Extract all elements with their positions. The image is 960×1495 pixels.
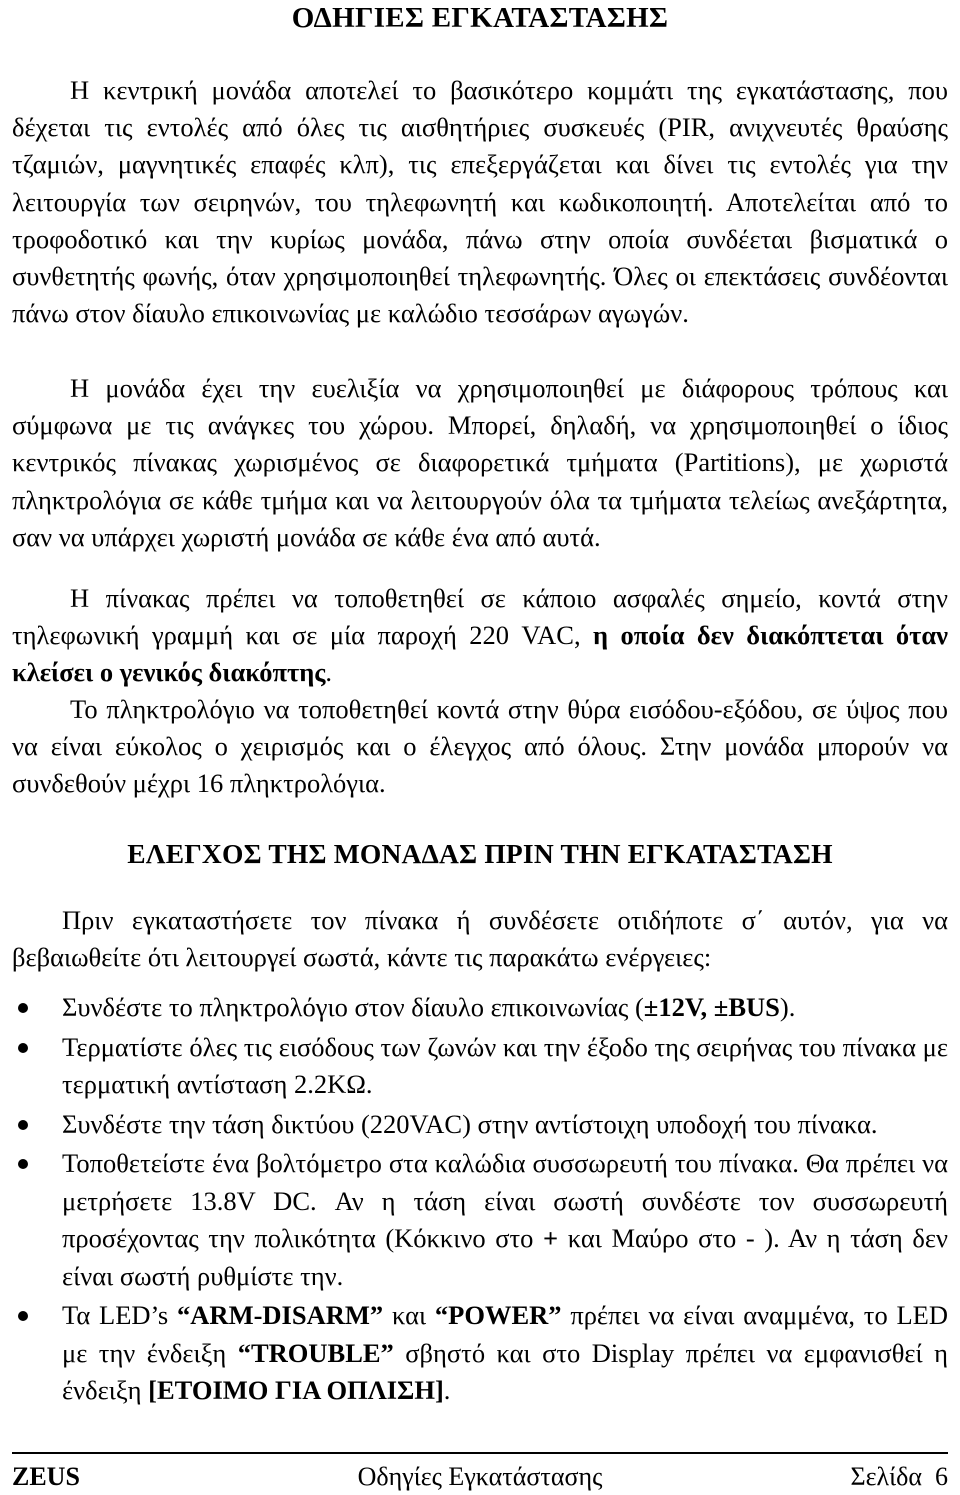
footer-brand: ZEUS [12,1462,80,1491]
section-title: ΕΛΕΓΧΟΣ ΤΗΣ ΜΟΝΑΔΑΣ ΠΡΙΝ ΤΗΝ ΕΓΚΑΤΑΣΤΑΣΗ [127,838,833,869]
intro-text-2: Η μονάδα έχει την ευελιξία να χρησιμοποιηθεί με διάφορους τρόπους και σύμφωνα με τις ανάγκες του χώρου. Μπορεί, δηλαδή, να χρησιμοποιηθεί ο ίδιος κεντρικός πίνακας χωρισμένος σε διαφορετικά τμήματα (Partitions), με χωριστά πληκτρολόγια σε κάθε τμήμα και να λειτουργούν όλα τα τμήματα τελείως ανεξάρτητα, σαν να υπάρχει χωριστή μονάδα σε κάθε ένα από αυτά. [12,373,948,552]
list-item: Συνδέστε την τάση δικτύου (220VAC) στην αντίστοιχη υποδοχή του πίνακα. [0,1106,960,1144]
bullet-icon [18,1159,28,1169]
page-title: ΟΔΗΓΙΕΣ ΕΓΚΑΤΑΣΤΑΣΗΣ [291,2,669,34]
bullet-icon [18,1003,28,1013]
bullet-icon [18,1120,28,1130]
checklist [0,989,960,1410]
intro-paragraph-3 [12,580,948,692]
section-intro-text: Πριν εγκαταστήσετε τον πίνακα ή συνδέσετε οτιδήποτε σ΄ αυτόν, για να βεβαιωθείτε ότι λειτουργεί σωστά, κάντε τις παρακάτω ενέργειες: [12,905,948,973]
bullet-icon [18,1043,28,1053]
intro-paragraph-4 [12,691,948,803]
section-intro-paragraph [12,902,948,976]
intro-text-3-bold: η οποία δεν διακόπτεται όταν κλείσει ο γενικός διακόπτης [12,620,949,688]
intro-text-4: Το πληκτρολόγιο να τοποθετηθεί κοντά στην θύρα εισόδου-εξόδου, σε ύψος που να είναι εύκολος ο χειρισμός και ο έλεγχος από όλους. Στην μονάδα μπορούν να συνδεθούν μέχρι 16 πληκτρολόγια. [12,694,948,799]
intro-text-1: Η κεντρική μονάδα αποτελεί το βασικότερο κομμάτι της εγκατάστασης, που δέχεται τις εντολές από όλες τις αισθητήριες συσκευές (PIR, ανιχνευτές θραύσης τζαμιών, μαγνητικές επαφές κλπ), τις επεξεργάζεται και δίνει τις εντολές για την λειτουργία των σειρηνών, του τηλεφωνητή και κωδικοποιητή. Αποτελείται από το τροφοδοτικό και την κυρίως μονάδα, πάνω στην οποία συνδέεται βισματικά ο συνθετητής φωνής, όταν χρησιμοποιηθεί τηλεφωνητής. Όλες οι επεκτάσεις συνδέονται πάνω στον δίαυλο επικοινωνίας με καλώδιο τεσσάρων αγωγών. [12,75,948,329]
intro-text-3-end: . [325,657,333,688]
intro-paragraph-2 [12,370,948,556]
footer-divider [12,1452,948,1454]
list-item: Τερματίστε όλες τις εισόδους των ζωνών και την έξοδο της σειρήνας του πίνακα με τερματική αντίσταση 2.2ΚΩ. [0,1029,960,1104]
intro-paragraph-1 [12,72,948,332]
intro-text-3: Η πίνακας πρέπει να τοποθετηθεί σε κάποιο ασφαλές σημείο, κοντά στην τηλεφωνική γραμμή και σε μία παροχή 220 VAC, [12,583,948,651]
page-footer [12,1461,948,1495]
list-item: Τα LED’s “ARM-DISARM” και “POWER” πρέπει να είναι αναμμένα, το LED με την ένδειξη “TROUBLE” σβηστό και στο Display πρέπει να εμφανισθεί η ένδειξη [ΕΤΟΙΜΟ ΓΙΑ ΟΠΛΙΣΗ]. [0,1297,960,1410]
list-item: Συνδέστε το πληκτρολόγιο στον δίαυλο επικοινωνίας (±12V, ±BUS). [0,989,960,1027]
bullet-icon [18,1311,28,1321]
page-number: Σελίδα 6 [850,1462,948,1491]
list-item: Τοποθετείστε ένα βολτόμετρο στα καλώδια συσσωρευτή του πίνακα. Θα πρέπει να μετρήσετε 13.8V DC. Αν η τάση είναι σωστή συνδέστε τον συσσωρευτή προσέχοντας την πολικότητα (Κόκκινο στο + και Μαύρο στο - ). Αν η τάση δεν είναι σωστή ρυθμίστε την. [0,1145,960,1295]
footer-title: Οδηγίες Εγκατάστασης [357,1462,603,1491]
